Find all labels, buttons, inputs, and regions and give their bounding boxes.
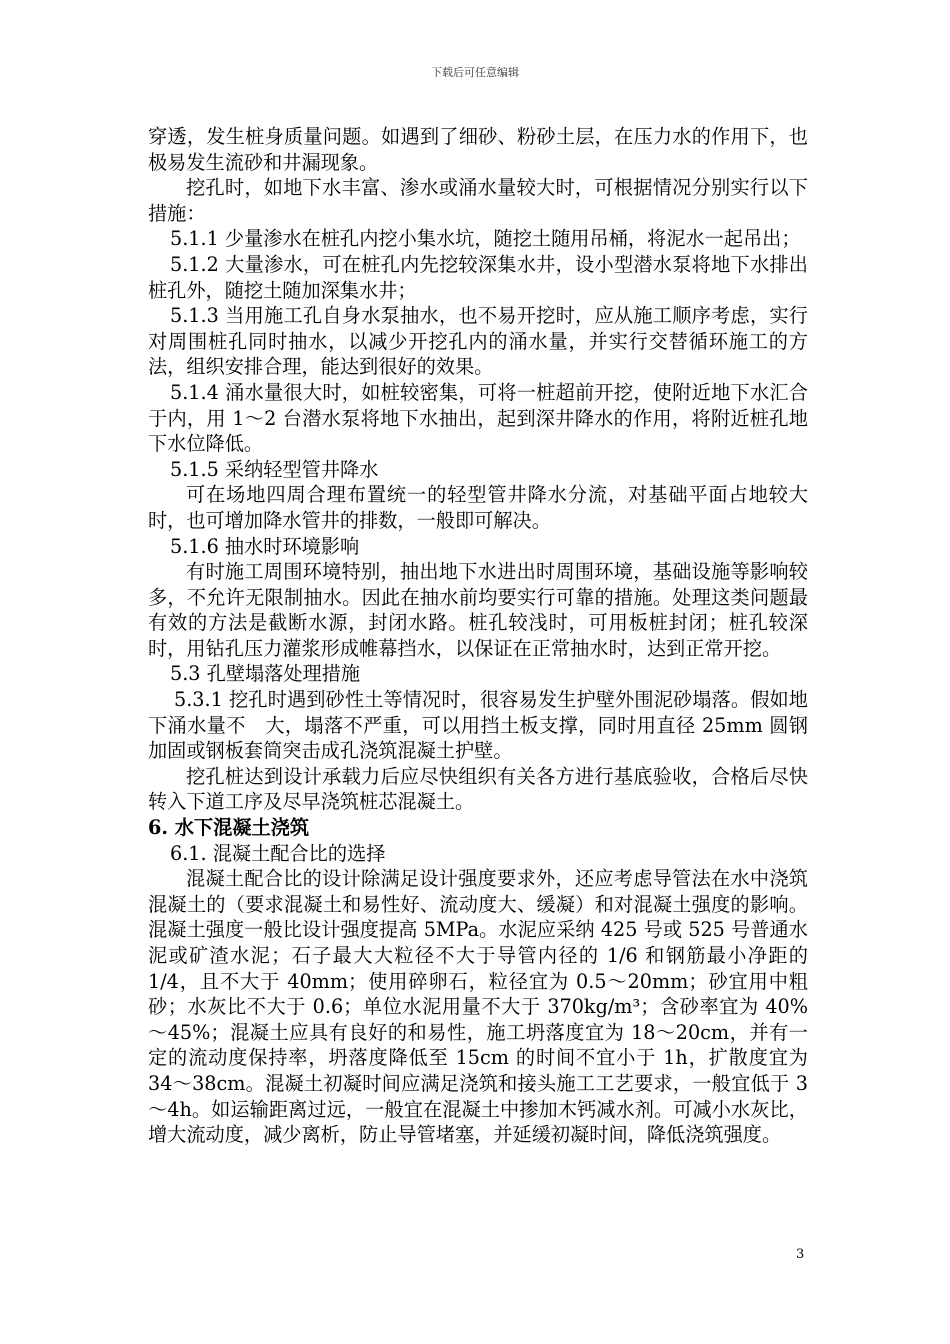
section-heading: 5.1.6 抽水时环境影响 xyxy=(170,534,360,558)
section-heading: 6.1. 混凝土配合比的选择 xyxy=(170,841,386,865)
paragraph: 混凝土配合比的设计除满足设计强度要求外，还应考虑导管法在水中浇筑混凝土的（要求混凝土和易性好、流动度大、缓凝）和对混凝土强度的影响。混凝土强度一般比设计强度提高 5MPa。水泥应采纳 425 号或 525 号普通水泥或矿渣水泥；石子最大大粒径不大于导管内径的 1/6 和钢筋最小净距的 1/4，且不大于 40mm；使用碎卵石，粒径宜为 0.5～20mm；砂宜用中粗砂；水灰比不大于 0.6；单位水泥用量不大于 370kg/m³；含砂率宜为 40%～45%；混凝土应具有良好的和易性，施工坍落度宜为 18～20cm，并有一定的流动度保持率，坍落度降低至 15cm 的时间不宜小于 1h，扩散度宜为 34～38cm。混凝土初凝时间应满足浇筑和接头施工工艺要求，一般宜低于 3～4h。如运输距离过远，一般宜在混凝土中掺加木钙减水剂。可减小水灰比，增大流动度，减少离析，防止导管堵塞，并延缓初凝时间，降低浇筑强度。 xyxy=(148,867,808,1147)
document-body xyxy=(148,124,808,1148)
paragraph: 穿透，发生桩身质量问题。如遇到了细砂、粉砂土层，在压力水的作用下，也极易发生流砂和井漏现象。 xyxy=(148,125,808,174)
paragraph: 有时施工周围环境特别，抽出地下水进出时周围环境，基础设施等影响较多，不允许无限制抽水。因此在抽水前均要实行可靠的措施。处理这类问题最有效的方法是截断水源，封闭水路。桩孔较浅时，可用板桩封闭；桩孔较深时，用钻孔压力灌浆形成帷幕挡水，以保证在正常抽水时，达到正常开挖。 xyxy=(148,560,808,660)
section-heading: 5.1.5 采纳轻型管井降水 xyxy=(170,457,379,481)
paragraph: 5.1.3 当用施工孔自身水泵抽水，也不易开挖时，应从施工顺序考虑，实行对周围桩孔同时抽水，以减少开挖孔内的涌水量，并实行交替循环施工的方法，组织安排合理，能达到很好的效果。 xyxy=(148,304,808,379)
paragraph: 5.3.1 挖孔时遇到砂性土等情况时，很容易发生护壁外围泥砂塌落。假如地下涌水量不 大，塌落不严重，可以用挡土板支撑，同时用直径 25mm 圆钢加固或钢板套筒突击成孔浇筑混凝土护壁。 xyxy=(148,688,808,763)
paragraph: 5.1.2 大量渗水，可在桩孔内先挖较深集水井，设小型潜水泵将地下水排出桩孔外，随挖土随加深集水井； xyxy=(148,252,808,302)
paragraph: 挖孔桩达到设计承载力后应尽快组织有关各方进行基底验收，合格后尽快转入下道工序及尽早浇筑桩芯混凝土。 xyxy=(148,764,808,814)
paragraph: 5.1.4 涌水量很大时，如桩较密集，可将一桩超前开挖，使附近地下水汇合于内，用 1～2 台潜水泵将地下水抽出，起到深井降水的作用，将附近桩孔地下水位降低。 xyxy=(148,380,808,456)
paragraph: 挖孔时，如地下水丰富、渗水或涌水量较大时，可根据情况分别实行以下措施： xyxy=(148,176,808,225)
chapter-heading: 6. 水下混凝土浇筑 xyxy=(148,816,310,840)
page-header: 下载后可任意编辑 xyxy=(431,66,519,79)
paragraph: 可在场地四周合理布置统一的轻型管井降水分流，对基础平面占地较大时，也可增加降水管井的排数，一般即可解决。 xyxy=(148,483,808,532)
page-number: 3 xyxy=(796,1247,805,1262)
section-heading: 5.3 孔壁塌落处理措施 xyxy=(170,662,361,686)
paragraph: 5.1.1 少量渗水在桩孔内挖小集水坑，随挖土随用吊桶，将泥水一起吊出； xyxy=(170,227,801,251)
